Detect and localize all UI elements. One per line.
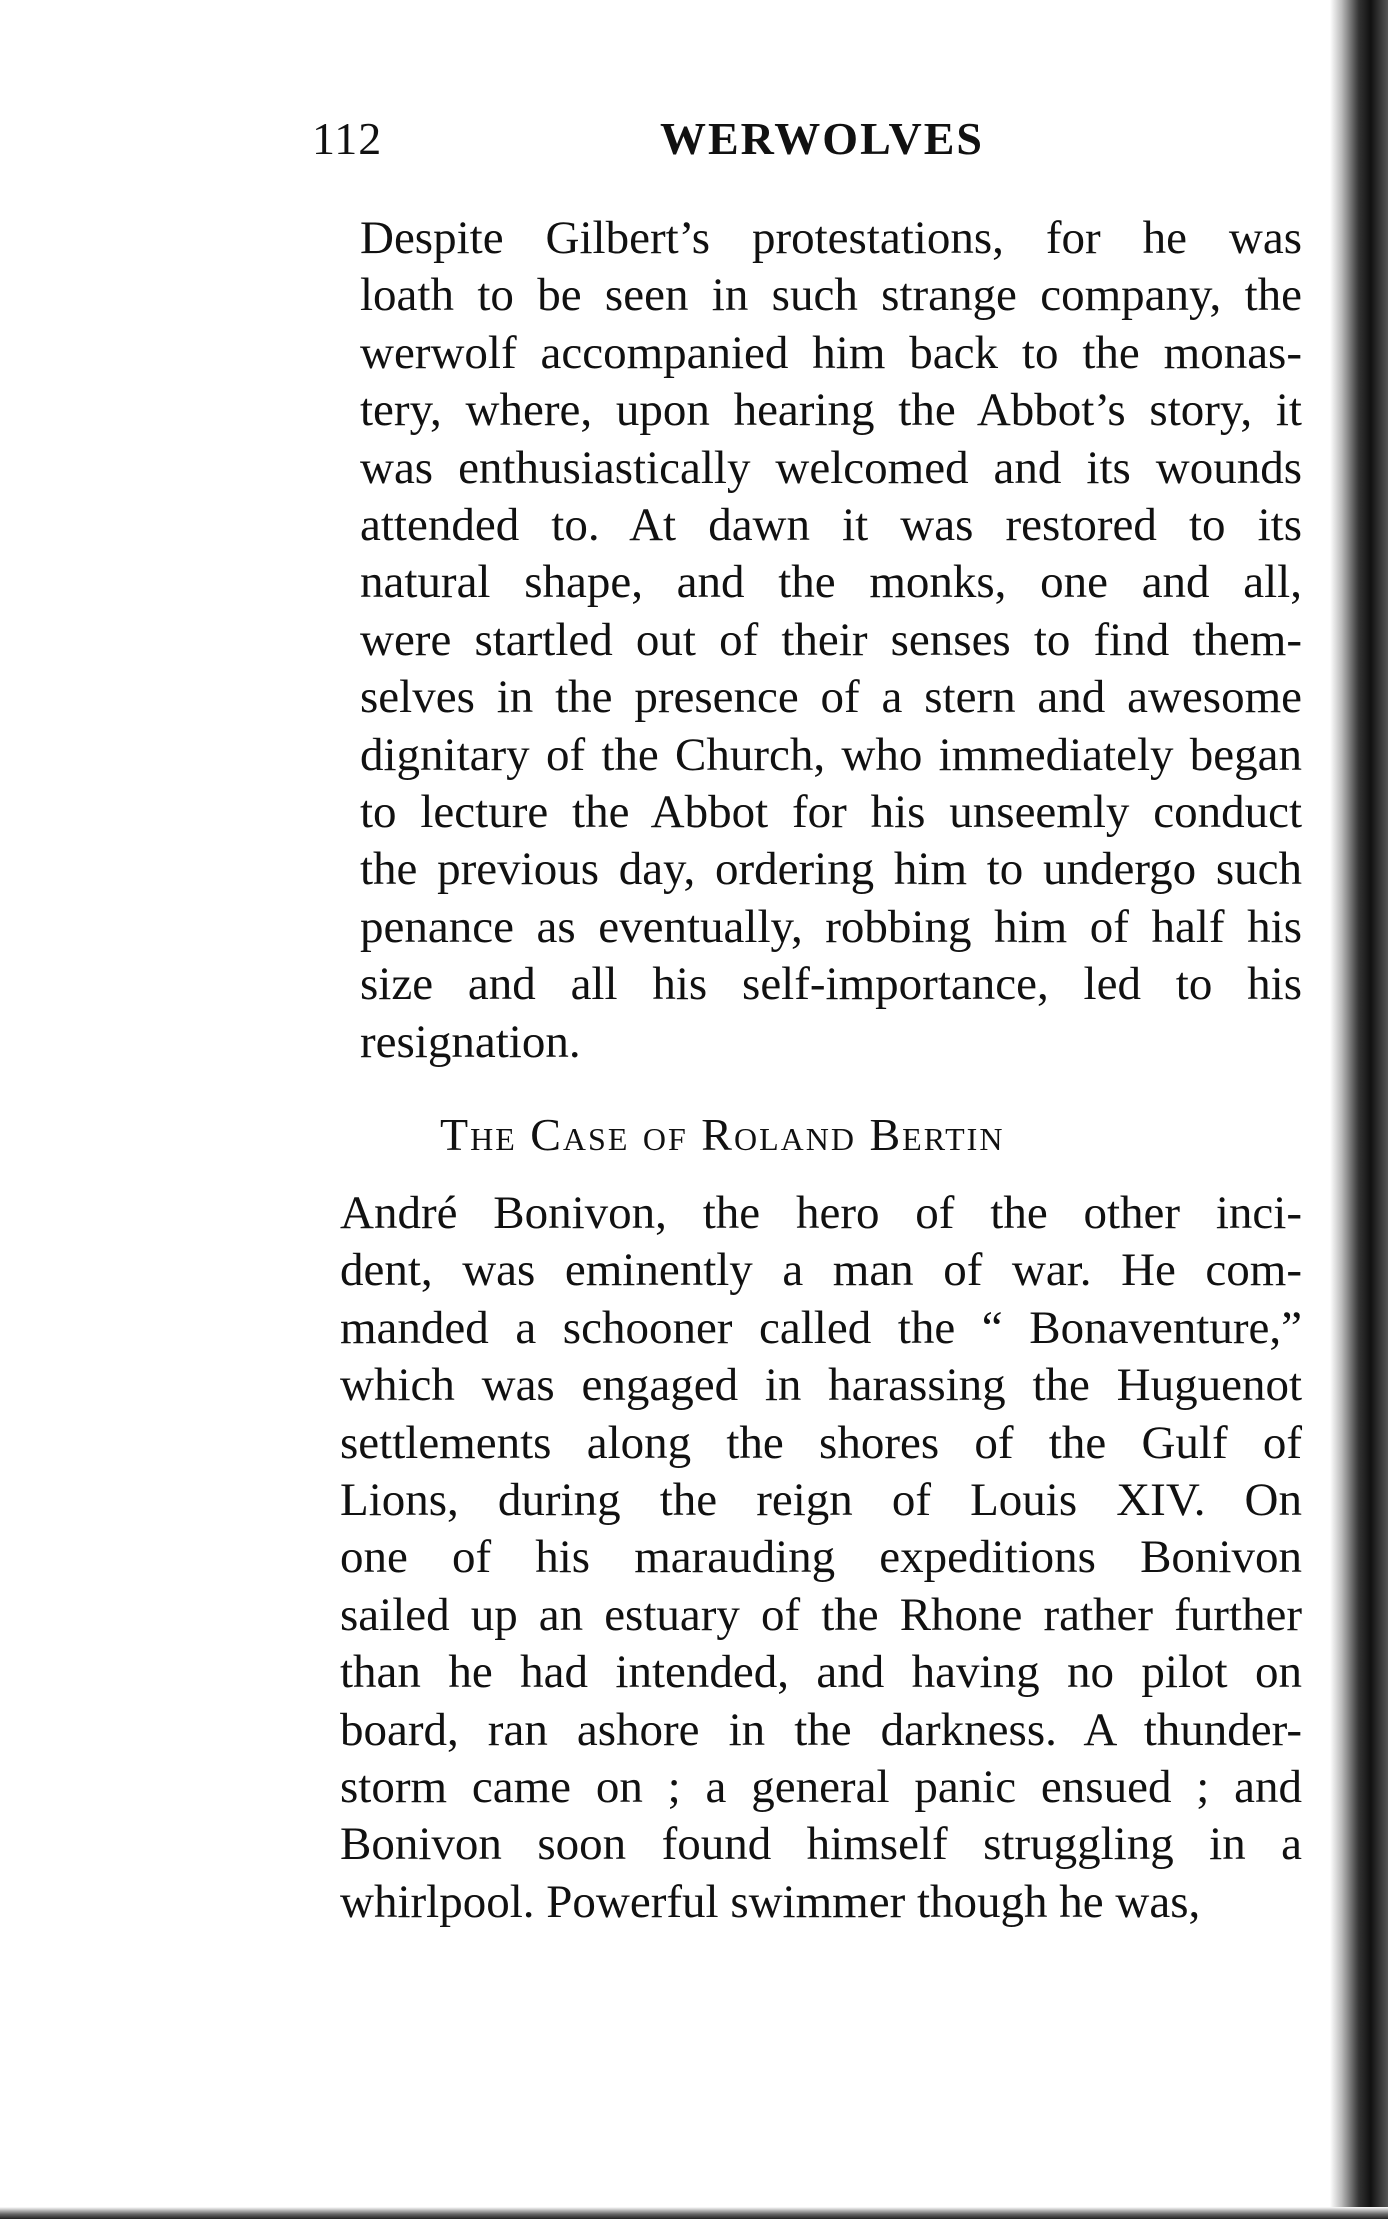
text-line: werwolf accompanied him back to the monas- — [360, 326, 1302, 379]
text-line: to lecture the Abbot for his unseemly conduct — [360, 786, 1302, 839]
text-line: penance as eventually, robbing him of half his — [360, 900, 1302, 953]
text-line: the previous day, ordering him to undergo such — [360, 843, 1302, 896]
text-line: was enthusiastically welcomed and its wounds — [360, 441, 1302, 494]
text-line: were startled out of their senses to find them- — [360, 613, 1302, 666]
text-line: manded a schooner called the “ Bonaventure,” — [340, 1301, 1302, 1354]
text-line: sailed up an estuary of the Rhone rather further — [340, 1588, 1302, 1641]
running-title: WERWOLVES — [660, 113, 985, 164]
text-line: settlements along the shores of the Gulf of — [340, 1416, 1302, 1469]
page-number: 112 — [312, 113, 383, 164]
text-line: Lions, during the reign of Louis XIV. On — [340, 1474, 1302, 1527]
running-head — [312, 112, 985, 172]
text-line: attended to. At dawn it was restored to its — [360, 499, 1302, 552]
text-line: board, ran ashore in the darkness. A thunder- — [340, 1703, 1302, 1756]
text-line: natural shape, and the monks, one and all, — [360, 556, 1302, 609]
text-line: size and all his self-importance, led to his — [360, 958, 1302, 1011]
text-line: which was engaged in harassing the Huguenot — [340, 1359, 1302, 1412]
text-line: storm came on ; a general panic ensued ; and — [340, 1761, 1302, 1814]
text-line: Despite Gilbert’s protestations, for he was — [360, 212, 1302, 264]
paragraph-bonivon-story — [290, 1185, 1302, 1931]
text-line: one of his marauding expeditions Bonivon — [340, 1531, 1302, 1584]
text-line: than he had intended, and having no pilot on — [340, 1646, 1302, 1699]
text-line: André Bonivon, the hero of the other inci- — [340, 1187, 1302, 1239]
text-line: dignitary of the Church, who immediately began — [360, 728, 1302, 781]
text-line: whirlpool. Powerful swimmer though he was, — [340, 1875, 1201, 1928]
text-line: tery, where, upon hearing the Abbot’s story, it — [360, 384, 1302, 437]
text-line: loath to be seen in such strange company, the — [360, 269, 1302, 322]
text-line: selves in the presence of a stern and awesome — [360, 671, 1302, 724]
text-line: Bonivon soon found himself struggling in a — [340, 1818, 1302, 1871]
text-line: dent, was eminently a man of war. He com- — [340, 1244, 1302, 1297]
paragraph-werwolf-story — [290, 210, 1302, 1071]
section-heading: The Case of Roland Bertin — [440, 1109, 1005, 1160]
text-line: resignation. — [360, 1015, 581, 1068]
page-bottom-edge — [0, 2207, 1388, 2219]
page-binding-edge — [1330, 0, 1388, 2219]
